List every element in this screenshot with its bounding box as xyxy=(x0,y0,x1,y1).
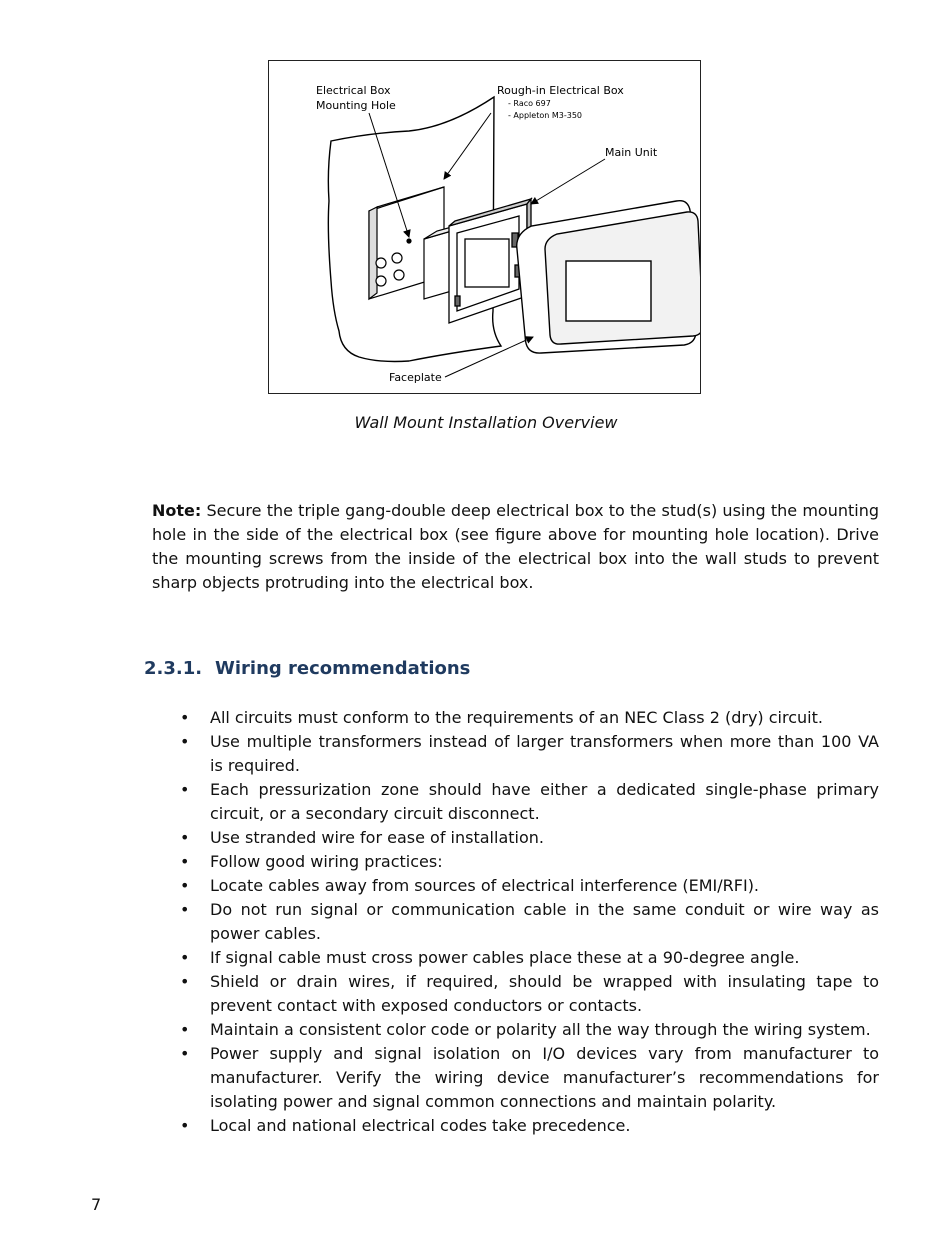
list-item xyxy=(180,1114,879,1138)
bullet-glyph: • xyxy=(180,780,190,799)
label-model-raco: - Raco 697 xyxy=(508,99,551,108)
list-item-text: Follow good wiring practices: xyxy=(210,852,443,871)
note-paragraph xyxy=(152,499,879,595)
list-item xyxy=(180,706,879,730)
bullet-glyph: • xyxy=(180,1116,190,1135)
list-item xyxy=(180,826,879,850)
list-item-text: Use multiple transformers instead of larger transformers when more than 100 VA is required. xyxy=(210,732,879,775)
label-faceplate: Faceplate xyxy=(389,371,442,384)
installation-figure xyxy=(268,60,701,394)
label-model-appleton: - Appleton M3-350 xyxy=(508,111,582,120)
bullet-glyph: • xyxy=(180,1044,190,1063)
page-number: 7 xyxy=(91,1195,102,1214)
label-rough-in-box: Rough-in Electrical Box xyxy=(497,84,624,97)
bullet-glyph: • xyxy=(180,948,190,967)
wiring-recommendations-list xyxy=(180,706,879,1138)
bullet-glyph: • xyxy=(180,876,190,895)
list-item xyxy=(180,730,879,778)
list-item xyxy=(180,1018,879,1042)
note-text: Secure the triple gang-double deep electrical box to the stud(s) using the mounting hole in the side of the electrical box (see figure above for mounting hole location). Drive the mounting screws from the inside of the electrical box into the wall studs to prevent sharp objects protruding into the electrical box. xyxy=(152,501,879,592)
list-item xyxy=(180,946,879,970)
bullet-glyph: • xyxy=(180,1020,190,1039)
list-item xyxy=(180,898,879,946)
list-item-text: All circuits must conform to the requirements of an NEC Class 2 (dry) circuit. xyxy=(210,708,823,727)
bullet-glyph: • xyxy=(180,828,190,847)
list-item-text: Shield or drain wires, if required, should be wrapped with insulating tape to prevent contact with exposed conductors or contacts. xyxy=(210,972,879,1015)
list-item-text: Local and national electrical codes take precedence. xyxy=(210,1116,631,1135)
list-item-text: If signal cable must cross power cables place these at a 90-degree angle. xyxy=(210,948,800,967)
list-item xyxy=(180,1042,879,1114)
bullet-glyph: • xyxy=(180,852,190,871)
list-item-text: Power supply and signal isolation on I/O devices vary from manufacturer to manufacturer. Verify the wiring device manufacturer’s recommendations for isolating power and signal common connections and maintain polarity. xyxy=(210,1044,879,1111)
list-item xyxy=(180,778,879,826)
section-number: 2.3.1. xyxy=(144,658,203,679)
list-item-text: Each pressurization zone should have either a dedicated single-phase primary circuit, or a secondary circuit disconnect. xyxy=(210,780,879,823)
note-label: Note: xyxy=(152,501,202,520)
section-heading xyxy=(144,656,470,682)
list-item xyxy=(180,970,879,1018)
label-main-unit: Main Unit xyxy=(605,146,658,159)
list-item xyxy=(180,850,879,874)
bullet-glyph: • xyxy=(180,900,190,919)
figure-caption: Wall Mount Installation Overview xyxy=(354,413,618,432)
bullet-glyph: • xyxy=(180,732,190,751)
list-item-text: Maintain a consistent color code or polarity all the way through the wiring system. xyxy=(210,1020,871,1039)
list-item-text: Use stranded wire for ease of installation. xyxy=(210,828,544,847)
list-item-text: Locate cables away from sources of electrical interference (EMI/RFI). xyxy=(210,876,760,895)
list-item-text: Do not run signal or communication cable in the same conduit or wire way as power cables. xyxy=(210,900,879,943)
faceplate xyxy=(517,201,700,353)
bullet-glyph: • xyxy=(180,708,190,727)
bullet-glyph: • xyxy=(180,972,190,991)
label-mounting-hole-line1: Electrical Box xyxy=(316,84,391,97)
section-title: Wiring recommendations xyxy=(215,658,471,679)
list-item xyxy=(180,874,879,898)
label-mounting-hole-line2: Mounting Hole xyxy=(316,99,396,112)
